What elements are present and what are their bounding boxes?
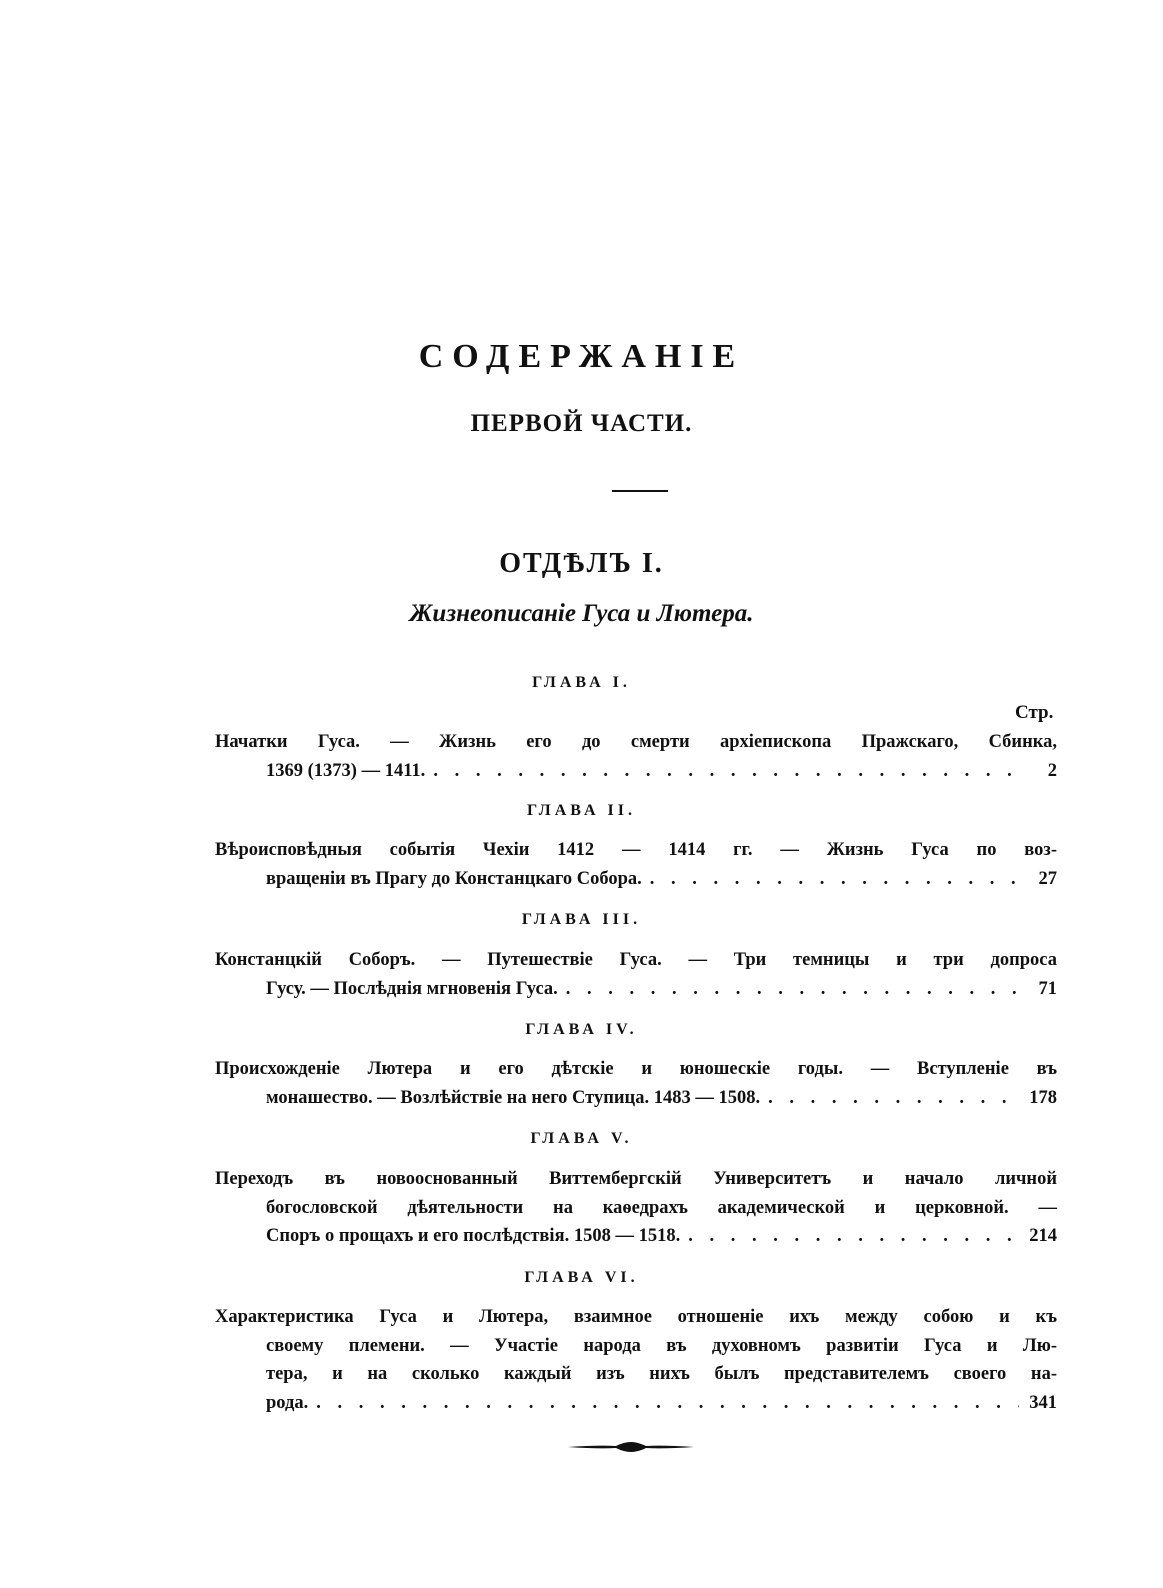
chapter-heading-5: ГЛАВА V. <box>530 1130 633 1147</box>
toc-entry-2[interactable] <box>215 836 1057 893</box>
page-number: 214 <box>1029 1226 1057 1246</box>
end-ornament <box>568 1440 694 1454</box>
page-number: 178 <box>1029 1087 1057 1108</box>
toc-entry-line: Вѣроисповѣдныя событія Чехіи 1412 — 1414 гг. — Жизнь Гуса по воз- <box>215 840 1057 860</box>
toc-entry-line: Переходъ въ новооснованный Виттембергскій Университетъ и начало личной <box>215 1169 1057 1189</box>
dot-leader <box>316 1389 1019 1418</box>
toc-entry-last-line <box>215 757 1057 786</box>
chapter-heading-2: ГЛАВА II. <box>527 802 636 819</box>
toc-entry-line: Характеристика Гуса и Лютера, взаимное отношеніе ихъ между собою и къ <box>215 1307 1057 1327</box>
toc-entry-last-line <box>215 865 1057 894</box>
toc-entry-line: рода. <box>266 1392 309 1413</box>
toc-entry-last-line <box>215 1222 1057 1251</box>
toc-entry-line: Начатки Гуса. — Жизнь его до смерти архіепископа Пражскаго, Сбинка, <box>215 732 1057 752</box>
toc-entry-line: Споръ о прощахъ и его послѣдствія. 1508 — 1518. <box>266 1226 681 1246</box>
toc-entry-last-line <box>215 975 1057 1004</box>
chapter-heading-1: ГЛАВА I. <box>532 674 631 691</box>
toc-entry-5[interactable] <box>215 1165 1057 1251</box>
page-number: 2 <box>1047 760 1057 781</box>
chapter-heading-6: ГЛАВА VI. <box>524 1269 639 1286</box>
page-subtitle: ПЕРВОЙ ЧАСТИ. <box>470 410 693 437</box>
toc-entry-4[interactable] <box>215 1055 1057 1112</box>
toc-entry-line: богословской дѣятельности на каѳедрахъ академической и церковной. — <box>266 1197 1057 1218</box>
toc-entry-1[interactable] <box>215 728 1057 785</box>
toc-entry-line: 1369 (1373) — 1411. <box>266 760 426 781</box>
dot-leader <box>566 975 1019 1004</box>
toc-entry-line: тера, и на сколько каждый изъ нихъ былъ представителемъ своего на- <box>266 1364 1057 1384</box>
section-subtitle: Жизнеописаніе Гуса и Лютера. <box>409 600 754 627</box>
toc-entry-line: своему племени. — Участіе народа въ духовномъ развитіи Гуса и Лю- <box>266 1335 1057 1356</box>
toc-entry-last-line <box>215 1389 1057 1418</box>
toc-entry-line: Происхожденіе Лютера и его дѣтскіе и юношескіе годы. — Вступленіе въ <box>215 1059 1057 1079</box>
page-number: 27 <box>1038 868 1057 889</box>
page-number: 71 <box>1038 978 1057 999</box>
toc-entry-last-line <box>215 1084 1057 1113</box>
toc-entry-line: Гусу. — Послѣднія мгновенія Гуса. <box>266 978 558 999</box>
dot-leader <box>650 865 1019 894</box>
dot-leader <box>768 1084 1019 1113</box>
dot-leader <box>433 757 1019 786</box>
toc-entry-line: Констанцкій Соборъ. — Путешествіе Гуса. — Три темницы и три допроса <box>215 950 1057 970</box>
chapter-heading-4: ГЛАВА IV. <box>525 1021 638 1038</box>
toc-entry-line: монашество. — Возлѣйствіе на него Ступица. 1483 — 1508. <box>266 1087 761 1108</box>
page-column-label: Стр. <box>1015 702 1054 723</box>
toc-entry-3[interactable] <box>215 946 1057 1003</box>
dot-leader <box>688 1222 1019 1251</box>
toc-entry-line: вращеніи въ Прагу до Констанцкаго Собора. <box>266 868 642 889</box>
page-number: 341 <box>1029 1392 1057 1413</box>
page-title: СОДЕРЖАНІЕ <box>418 338 745 375</box>
title-divider <box>612 490 668 492</box>
toc-entry-6[interactable] <box>215 1303 1057 1417</box>
section-title: ОТДѢЛЪ I. <box>499 548 664 579</box>
chapter-heading-3: ГЛАВА III. <box>521 911 642 928</box>
